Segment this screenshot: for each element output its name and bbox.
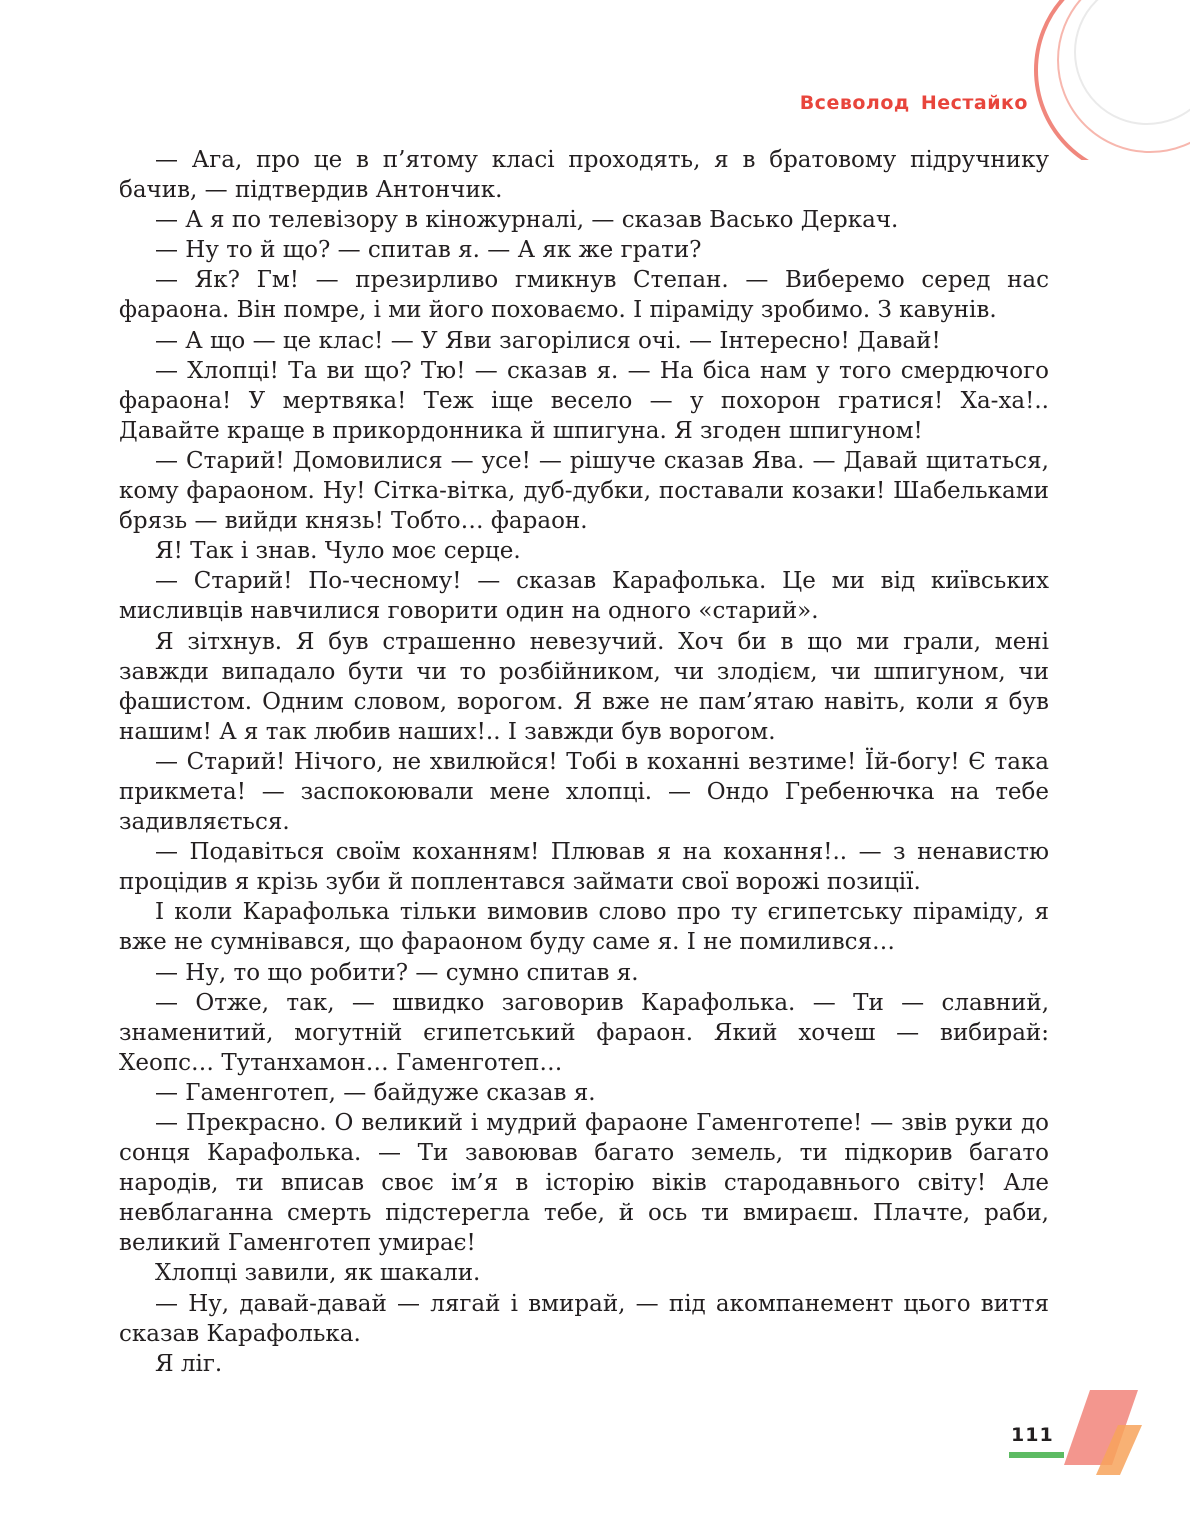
paragraph: Я! Так і знав. Чуло моє серце. bbox=[155, 538, 521, 565]
header-ring-outer bbox=[1036, 0, 1190, 160]
author-name: Всеволод Нестайко bbox=[799, 92, 1028, 114]
paragraph: — Прекрасно. О великий і мудрий фараоне Гаменготепе! — звів руки до сонця Карафолька. — Ти завоював багато земель, ти підкорив багато народів, ти вписав своє ім’я в історію віків стародавнього світу! Але невблаганна смерть підстерегла тебе, й ось ти вмираєш. Плачте, раби, великий Гаменготеп умирає! bbox=[119, 1110, 1049, 1257]
header-ring-mid bbox=[1058, 0, 1190, 152]
paragraph: — А що — це клас! — У Яви загорілися очі. — Інтересно! Давай! bbox=[155, 327, 941, 354]
paragraph: Хлопці завили, як шакали. bbox=[155, 1260, 481, 1287]
paragraph: І коли Карафолька тільки вимовив слово про ту єгипетську піраміду, я вже не сумнівався, що фараоном буду саме я. І не помилився… bbox=[119, 899, 1049, 956]
paragraph: — Старий! Домовилися — усе! — рішуче сказав Ява. — Давай щитаться, кому фараоном. Ну! Сітка-вітка, дуб-дубки, поставали козаки! Шабельками брязь — вийди князь! Тобто… фараон. bbox=[119, 447, 1049, 535]
page-number: 111 bbox=[1011, 1424, 1054, 1446]
paragraph: — Гаменготеп, — байдуже сказав я. bbox=[155, 1079, 596, 1106]
header-ring-inner bbox=[1075, 0, 1190, 124]
paragraph: Я ліг. bbox=[155, 1350, 223, 1377]
header-decoration bbox=[0, 0, 1190, 160]
paragraph: — Отже, так, — швидко заговорив Карафолька. — Ти — славний, знаменитий, могутній єгипетський фараон. Який хочеш — вибирай: Хеопс… Тутанхамон… Гаменготеп… bbox=[119, 989, 1049, 1076]
paragraph: — А я по телевізору в кіножурналі, — сказав Васько Деркач. bbox=[155, 207, 899, 234]
paragraph: — Як? Гм! — презирливо гмикнув Степан. — Виберемо серед нас фараона. Він помре, і ми його поховаємо. І піраміду зробимо. З кавунів. bbox=[119, 267, 1049, 324]
story-text bbox=[119, 145, 1049, 1379]
paragraph: — Подавіться своїм коханням! Плював я на кохання!.. — з ненавистю процідив я крізь зуби й поплентався займати свої ворожі позиції. bbox=[119, 839, 1049, 896]
paragraph: Я зітхнув. Я був страшенно невезучий. Хоч би в що ми грали, мені завжди випадало бути чи то розбійником, чи злодієм, чи шпигуном, чи фашистом. Одним словом, ворогом. Я вже не пам’ятаю навіть, коли я був нашим! А я так любив наших!.. І завжди був ворогом. bbox=[119, 628, 1049, 745]
paragraph: — Ну, то що робити? — сумно спитав я. bbox=[155, 959, 639, 986]
paragraph: — Ну, давай-давай — лягай і вмирай, — під акомпанемент цього виття сказав Карафолька. bbox=[119, 1290, 1049, 1347]
footer-green-bar bbox=[1009, 1452, 1064, 1458]
paragraph: — Хлопці! Та ви що? Тю! — сказав я. — На біса нам у того смердючого фараона! У мертвяка! Теж іще весело — у похорон гратися! Ха-ха!.. Давайте краще в прикордонника й шпигуна. Я згоден шпигуном! bbox=[119, 357, 1049, 444]
paragraph: — Старий! По-чесному! — сказав Карафолька. Це ми від київських мисливців навчилися говорити один на одного «старий». bbox=[119, 568, 1049, 625]
paragraph: — Старий! Нічого, не хвилюйся! Тобі в коханні везтиме! Їй-богу! Є така прикмета! — заспокоювали мене хлопці. — Ондо Гребенючка на тебе задивляється. bbox=[119, 748, 1049, 836]
paragraph: — Ага, про це в п’ятому класі проходять, я в братовому підручнику бачив, — підтвердив Антончик. bbox=[119, 147, 1049, 204]
footer-decoration bbox=[1000, 1385, 1190, 1530]
paragraph: — Ну то й що? — спитав я. — А як же грати? bbox=[155, 237, 702, 264]
